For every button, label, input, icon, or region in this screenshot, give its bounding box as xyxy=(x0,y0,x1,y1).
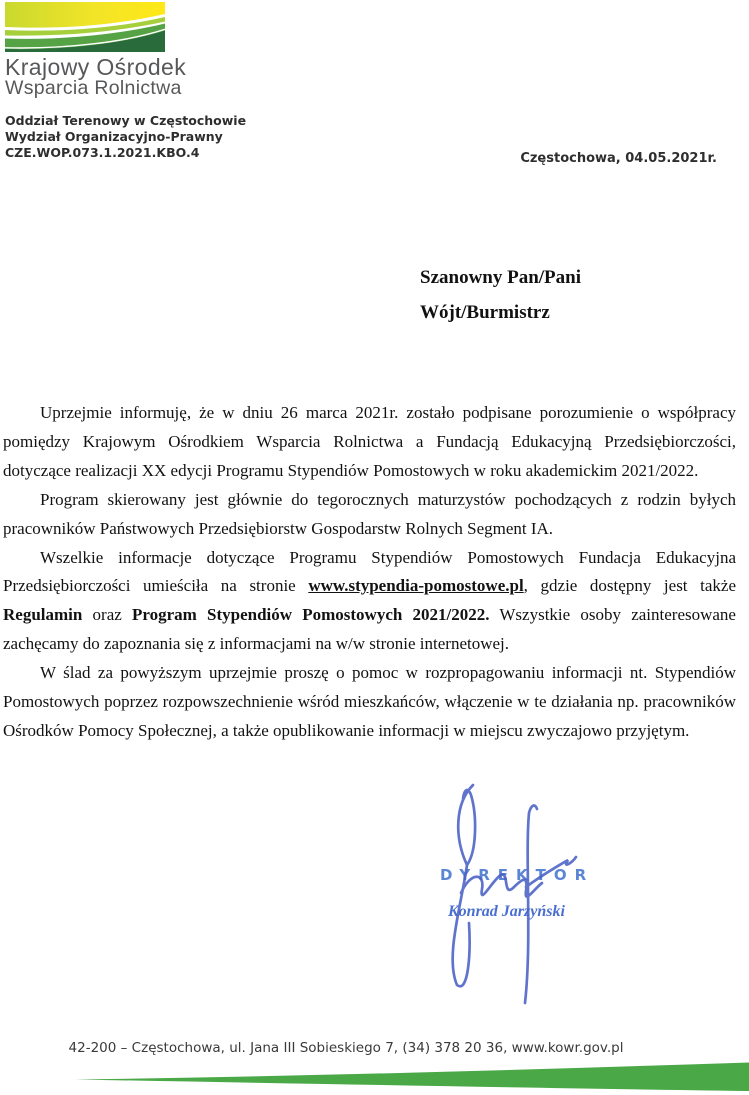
letter-body xyxy=(3,399,736,746)
paragraph: W ślad za powyższym uprzejmie proszę o pomoc w rozpropagowaniu informacji nt. Stypendiów Pomostowych poprzez rozpowszechnienie wśród mieszkańców, włączenie w te działania np. pracowników Ośrodków Pomocy Społecznej, a także opublikowanie informacji w miejscu zwyczajowo przyjętym. xyxy=(3,663,736,740)
footer-address: 42-200 – Częstochowa, ul. Jana III Sobieskiego 7, (34) 378 20 36, www.kowr.gov.pl xyxy=(68,1040,624,1056)
signer-name: Konrad Jarzyński xyxy=(448,903,565,920)
place-and-date: Częstochowa, 04.05.2021r. xyxy=(520,151,717,166)
office-line2: Wydział Organizacyjno-Prawny xyxy=(5,129,223,144)
office-line1: Oddział Terenowy w Częstochowie xyxy=(5,113,247,128)
signer-title: DYREKTOR xyxy=(440,866,595,884)
addressee-role: Wójt/Burmistrz xyxy=(420,302,550,323)
org-name-line1: Krajowy Ośrodek xyxy=(5,54,187,80)
paragraph: Program skierowany jest głównie do tegorocznych maturzystów pochodzących z rodzin byłych pracowników Państwowych Przedsiębiorstw Gospodarstw Rolnych Segment IA. xyxy=(3,489,736,538)
paragraph: Wszelkie informacje dotyczące Programu Stypendiów Pomostowych Fundacja Edukacyjna Przedsiębiorczości umieściła na stronie www.stypendia-pomostowe.pl, gdzie dostępny jest także Regulamin oraz Program Stypendiów Pomostowych 2021/2022. Wszystkie osoby zainteresowane zachęcamy do zapoznania się z informacjami na w/w stronie internetowej. xyxy=(3,547,736,654)
addressee-salutation: Szanowny Pan/Pani xyxy=(420,267,582,288)
addressee-block xyxy=(420,260,581,330)
office-block xyxy=(5,113,246,161)
reference-number: CZE.WOP.073.1.2021.KBO.4 xyxy=(5,145,200,160)
footer-swoosh-icon xyxy=(0,1050,749,1095)
paragraph: Uprzejmie informuję, że w dniu 26 marca 2021r. zostało podpisane porozumienie o współpracy pomiędzy Krajowym Ośrodkiem Wsparcia Rolnictwa a Fundacją Edukacyjną Przedsiębiorczości, dotyczące realizacji XX edycji Programu Stypendiów Pomostowych w roku akademickim 2021/2022. xyxy=(3,403,736,480)
handwritten-signature-icon xyxy=(425,775,605,1007)
kowr-logo-icon xyxy=(5,2,165,52)
org-name-line2: Wsparcia Rolnictwa xyxy=(5,77,182,99)
